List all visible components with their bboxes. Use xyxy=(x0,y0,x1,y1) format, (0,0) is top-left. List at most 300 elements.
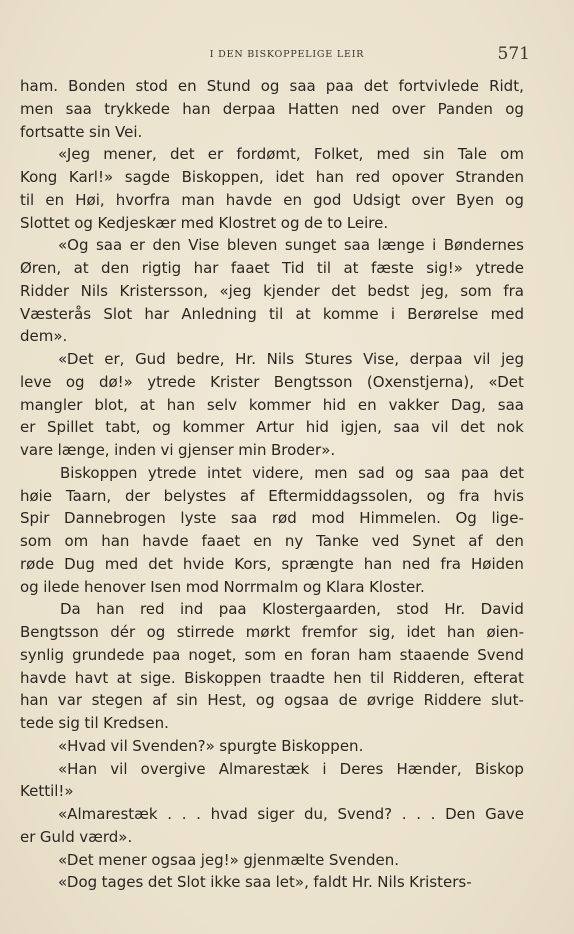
word: paa xyxy=(460,463,489,482)
word: «Det xyxy=(58,350,94,368)
word: Dug xyxy=(64,554,95,573)
word: red xyxy=(139,600,165,619)
word: saa xyxy=(231,509,258,528)
word: om xyxy=(500,145,524,164)
word: den xyxy=(495,532,524,550)
word: den xyxy=(152,236,181,255)
word: ogsaa xyxy=(151,850,197,869)
word: Kors, xyxy=(234,554,272,573)
word: gjenser xyxy=(178,441,234,459)
word: Spillet xyxy=(47,418,94,437)
word: kommer xyxy=(182,418,245,437)
word: at xyxy=(343,259,359,277)
word: Vise xyxy=(188,236,220,255)
word: . xyxy=(401,805,407,823)
word: fæste xyxy=(370,259,414,277)
word: det xyxy=(460,418,485,437)
word: ogsaa xyxy=(284,691,330,710)
text-line xyxy=(20,621,524,644)
word: «Dog xyxy=(58,873,98,892)
word: . xyxy=(416,805,421,823)
word: belystes xyxy=(163,486,227,505)
word: havde xyxy=(225,190,273,209)
word: Nils xyxy=(266,350,295,368)
word: men xyxy=(20,99,54,118)
word: over xyxy=(411,190,445,209)
word: du, xyxy=(303,805,328,823)
word: og xyxy=(146,623,166,641)
word: og xyxy=(255,691,275,710)
word: let», xyxy=(275,873,309,892)
word: Klara xyxy=(326,577,365,596)
word: «Han xyxy=(58,759,98,778)
word: en xyxy=(283,190,302,209)
word: de xyxy=(304,213,323,232)
text-line xyxy=(20,803,524,826)
word: saa xyxy=(343,236,371,255)
word: han xyxy=(182,99,211,118)
word: med xyxy=(490,304,524,323)
word: og xyxy=(65,372,85,391)
word: der xyxy=(124,486,150,505)
word: saa xyxy=(497,395,524,414)
word: Nils xyxy=(80,281,108,300)
word: Deres xyxy=(339,759,384,778)
word: saa xyxy=(393,418,420,437)
word: som xyxy=(244,645,277,664)
word: Synet xyxy=(412,532,456,550)
word: Høi, xyxy=(75,190,105,209)
word: er xyxy=(20,827,36,846)
word: ytrede xyxy=(475,259,524,277)
word: ytrede xyxy=(147,463,197,482)
word: Karl!» xyxy=(68,168,114,186)
word: Ridt, xyxy=(489,77,524,95)
word: han xyxy=(96,600,125,619)
text-line xyxy=(20,507,524,530)
word: saa xyxy=(65,99,92,118)
word: stegen xyxy=(91,691,143,710)
word: og xyxy=(505,99,524,118)
word: til xyxy=(316,259,332,277)
word: mener, xyxy=(103,145,157,164)
word: synlig xyxy=(20,645,65,664)
word: hid xyxy=(305,418,329,437)
text-line xyxy=(20,735,524,758)
word: værd». xyxy=(79,827,133,846)
word: sig xyxy=(58,714,80,732)
word: saa xyxy=(95,236,123,255)
word: Bengtsson xyxy=(20,623,99,641)
word: den xyxy=(101,259,130,277)
word: har xyxy=(144,304,170,323)
word: bedst xyxy=(367,281,410,300)
page-number: 571 xyxy=(497,44,530,64)
word: vakker xyxy=(388,395,439,414)
word: bleven xyxy=(226,236,278,255)
word: øvrige xyxy=(366,691,415,710)
word: Spir xyxy=(20,509,50,528)
word: «Og xyxy=(58,236,89,255)
word: at xyxy=(116,668,132,687)
word: vil xyxy=(431,418,449,437)
word: mod xyxy=(185,577,220,596)
word: havde xyxy=(20,668,67,687)
word: kjender xyxy=(263,281,320,300)
word: opover xyxy=(391,168,444,186)
text-line xyxy=(20,712,524,735)
text-line xyxy=(20,576,524,599)
word: af xyxy=(468,532,483,550)
word: sin xyxy=(176,691,198,710)
word: som xyxy=(460,281,492,300)
word: de xyxy=(338,691,358,710)
word: han xyxy=(20,691,49,710)
word: som xyxy=(20,532,52,550)
word: vare xyxy=(20,441,54,459)
word: og xyxy=(152,418,171,437)
text-line xyxy=(20,98,524,121)
word: det xyxy=(147,873,173,892)
word: høie xyxy=(20,486,53,505)
text-line xyxy=(20,598,524,621)
word: spurgte xyxy=(219,736,277,755)
word: noget, xyxy=(188,645,237,664)
word: Hr. xyxy=(235,350,256,368)
word: øien- xyxy=(486,623,524,641)
word: grundede xyxy=(72,645,145,664)
word: Vei. xyxy=(115,122,143,141)
word: Hatten xyxy=(287,99,339,118)
word: «Almarestæk xyxy=(58,805,158,823)
word: idet xyxy=(406,623,436,641)
word: Tanke xyxy=(316,532,359,550)
word: at xyxy=(295,304,311,323)
word: sin xyxy=(423,145,445,164)
word: man xyxy=(181,190,215,209)
word: Svenden?» xyxy=(132,736,215,755)
word: en xyxy=(253,532,272,550)
word: Gave xyxy=(485,805,524,823)
word: er xyxy=(20,418,36,437)
word: mangler xyxy=(20,395,83,414)
word: «Det xyxy=(488,372,524,391)
text-line xyxy=(20,553,524,576)
word: saa xyxy=(289,77,316,95)
word: faldt xyxy=(313,873,348,892)
word: staaende xyxy=(399,645,470,664)
word: og xyxy=(302,577,322,596)
word: ilede xyxy=(43,577,80,596)
text-line xyxy=(20,75,524,98)
word: en xyxy=(177,77,197,95)
word: Eftermiddagssolen, xyxy=(268,486,413,505)
word: foran xyxy=(310,645,351,664)
word: det xyxy=(148,554,173,573)
word: Klostret xyxy=(218,213,277,232)
word: og xyxy=(505,190,524,209)
word: Isen xyxy=(150,577,182,596)
word: saa xyxy=(244,873,272,892)
word: Stures xyxy=(304,350,353,368)
word: . xyxy=(430,805,436,823)
text-line xyxy=(20,644,524,667)
word: (Oxenstjerna), xyxy=(366,372,474,391)
word: Biskoppen xyxy=(184,668,262,687)
word: fordømt, xyxy=(236,145,301,164)
word: rød xyxy=(271,509,297,528)
word: Stund xyxy=(206,77,251,95)
word: Taarn, xyxy=(65,486,112,505)
text-line xyxy=(20,121,524,144)
word: Klostergaarden, xyxy=(262,600,381,619)
word: siger xyxy=(257,805,295,823)
word: Den xyxy=(445,805,476,823)
word: fortsatte xyxy=(20,122,85,141)
word: fra xyxy=(503,281,524,300)
word: Kloster. xyxy=(369,577,425,596)
text-line xyxy=(20,303,524,326)
word: overgive xyxy=(140,759,206,778)
word: Stranden xyxy=(455,168,524,186)
word: han xyxy=(363,554,392,573)
word: Bøndernes xyxy=(443,236,524,255)
word: paa xyxy=(218,600,247,619)
word: Svenden. xyxy=(328,850,400,869)
word: . xyxy=(167,805,173,823)
word: med xyxy=(104,554,139,573)
word: dem». xyxy=(20,327,68,346)
word: Bengtsson xyxy=(273,372,353,391)
word: Folket, xyxy=(313,145,364,164)
word: Og xyxy=(455,509,477,528)
word: vi xyxy=(160,441,174,459)
word: over xyxy=(391,99,426,118)
word: god xyxy=(313,190,342,209)
word: Riddere xyxy=(423,691,482,710)
text-line xyxy=(20,212,524,235)
word: Kristersson, xyxy=(119,281,208,300)
word: derpaa xyxy=(222,99,276,118)
word: til xyxy=(370,668,385,687)
word: det xyxy=(331,281,356,300)
word: Slot xyxy=(103,304,133,323)
word: Høiden xyxy=(471,554,524,573)
word: «Det xyxy=(58,850,94,869)
word: og xyxy=(20,577,39,596)
word: Himmelen. xyxy=(359,509,441,528)
word: han xyxy=(315,168,344,186)
word: faaet xyxy=(201,532,241,550)
word: Svend? xyxy=(337,805,393,823)
word: stod xyxy=(396,600,429,619)
word: fra xyxy=(459,486,480,505)
word: leve xyxy=(20,372,52,391)
text-line xyxy=(20,394,524,417)
word: red xyxy=(355,168,381,186)
word: paa xyxy=(152,645,181,664)
word: blot, xyxy=(94,395,128,414)
word: Almarestæk xyxy=(218,759,310,778)
text-line xyxy=(20,189,524,212)
word: efterat xyxy=(473,668,524,687)
word: Panden xyxy=(437,99,493,118)
word: Tid xyxy=(282,259,305,277)
body-text xyxy=(20,75,524,894)
word: derpaa xyxy=(409,350,463,368)
word: han xyxy=(446,623,476,641)
word: det xyxy=(169,145,195,164)
word: men xyxy=(314,463,348,482)
word: han xyxy=(166,395,195,414)
word: Udsigt xyxy=(352,190,401,209)
word: Kristers- xyxy=(409,873,472,892)
word: mener xyxy=(98,850,147,869)
word: til xyxy=(20,190,35,209)
word: fremfor xyxy=(301,623,358,641)
word: ikke xyxy=(210,873,241,892)
word: min xyxy=(238,441,267,459)
word: Biskoppen xyxy=(60,463,138,482)
word: lyste xyxy=(180,509,217,528)
word: stirrede xyxy=(176,623,235,641)
word: sunget xyxy=(284,236,337,255)
word: længe, xyxy=(57,441,110,459)
word: Krister xyxy=(210,372,260,391)
text-line xyxy=(20,485,524,508)
word: Slot xyxy=(176,873,206,892)
word: Anledning xyxy=(181,304,257,323)
text-line xyxy=(20,234,524,257)
text-line xyxy=(20,758,524,781)
word: igjen, xyxy=(340,418,382,437)
word: kommer xyxy=(248,395,311,414)
word: inden xyxy=(114,441,156,459)
word: det xyxy=(499,463,524,482)
word: to xyxy=(327,213,343,232)
word: af xyxy=(152,691,167,710)
word: Svend xyxy=(477,645,524,664)
word: dér xyxy=(110,623,136,641)
word: henover xyxy=(84,577,146,596)
word: Hr. xyxy=(351,873,373,892)
word: sig, xyxy=(368,623,396,641)
word: og xyxy=(74,213,93,232)
word: saa xyxy=(424,463,451,482)
word: Vise, xyxy=(363,350,400,368)
word: hvorfra xyxy=(115,190,171,209)
word: sin xyxy=(89,122,111,141)
word: dø!» xyxy=(98,372,133,391)
word: hvide xyxy=(182,554,225,573)
word: David xyxy=(480,600,524,619)
word: en xyxy=(284,645,303,664)
word: Gud xyxy=(135,350,166,368)
word: . xyxy=(196,805,201,823)
word: hen xyxy=(333,668,362,687)
word: Slottet xyxy=(20,213,70,232)
text-line xyxy=(20,462,524,485)
word: at xyxy=(139,395,155,414)
word: Tale xyxy=(457,145,487,164)
word: Hænder, xyxy=(396,759,462,778)
word: Byen xyxy=(456,190,495,209)
word: Ridderen, xyxy=(392,668,465,687)
word: havt xyxy=(74,668,109,687)
word: Kedjeskær xyxy=(97,213,177,232)
word: selv xyxy=(206,395,237,414)
word: hvad xyxy=(210,805,248,823)
word: Leire. xyxy=(346,213,389,232)
word: Nils xyxy=(377,873,405,892)
text-line xyxy=(20,325,524,348)
text-line xyxy=(20,826,524,849)
text-line xyxy=(20,689,524,712)
word: til xyxy=(269,304,284,323)
word: hid xyxy=(322,395,346,414)
word: lige- xyxy=(491,509,524,528)
word: er xyxy=(207,145,224,164)
word: sad xyxy=(358,463,385,482)
word: Biskoppen, xyxy=(181,168,264,186)
word: tabt, xyxy=(105,418,141,437)
word: jeg, xyxy=(420,281,449,300)
word: hvis xyxy=(493,486,524,505)
word: fortvivlede xyxy=(398,77,480,95)
word: var xyxy=(57,691,83,710)
running-head: I DEN BISKOPPELIGE LEIR xyxy=(209,49,365,60)
word: paa xyxy=(325,77,354,95)
word: «Hvad xyxy=(58,736,107,755)
text-line xyxy=(20,143,524,166)
text-line xyxy=(20,166,524,189)
word: intet xyxy=(206,463,242,482)
word: trykkede xyxy=(104,99,170,118)
word: Kettil!» xyxy=(20,782,74,801)
word: og xyxy=(395,463,414,482)
word: mod xyxy=(311,509,345,528)
word: Øren, xyxy=(20,259,62,277)
word: og xyxy=(260,77,280,95)
word: jeg xyxy=(501,350,524,368)
word: Artur xyxy=(256,418,295,437)
word: havde xyxy=(142,532,189,550)
word: Dannebrogen xyxy=(64,509,166,528)
word: sprængte xyxy=(281,554,354,573)
word: tede xyxy=(20,714,54,732)
word: slut- xyxy=(491,691,524,710)
word: Berørelse xyxy=(407,304,479,323)
text-line xyxy=(20,849,524,872)
text-line xyxy=(20,871,524,894)
word: med xyxy=(376,145,410,164)
word: han xyxy=(101,532,130,550)
word: fra xyxy=(440,554,461,573)
word: Hr. xyxy=(444,600,466,619)
word: mørkt xyxy=(245,623,291,641)
word: røde xyxy=(20,554,55,573)
word: af xyxy=(240,486,255,505)
word: Norrmalm xyxy=(223,577,299,596)
word: har xyxy=(193,259,219,277)
word: om xyxy=(64,532,89,550)
word: komme xyxy=(322,304,379,323)
text-line xyxy=(20,530,524,553)
word: i xyxy=(390,304,395,323)
word: Væsterås xyxy=(20,304,92,323)
text-line xyxy=(20,348,524,371)
word: og xyxy=(426,486,446,505)
